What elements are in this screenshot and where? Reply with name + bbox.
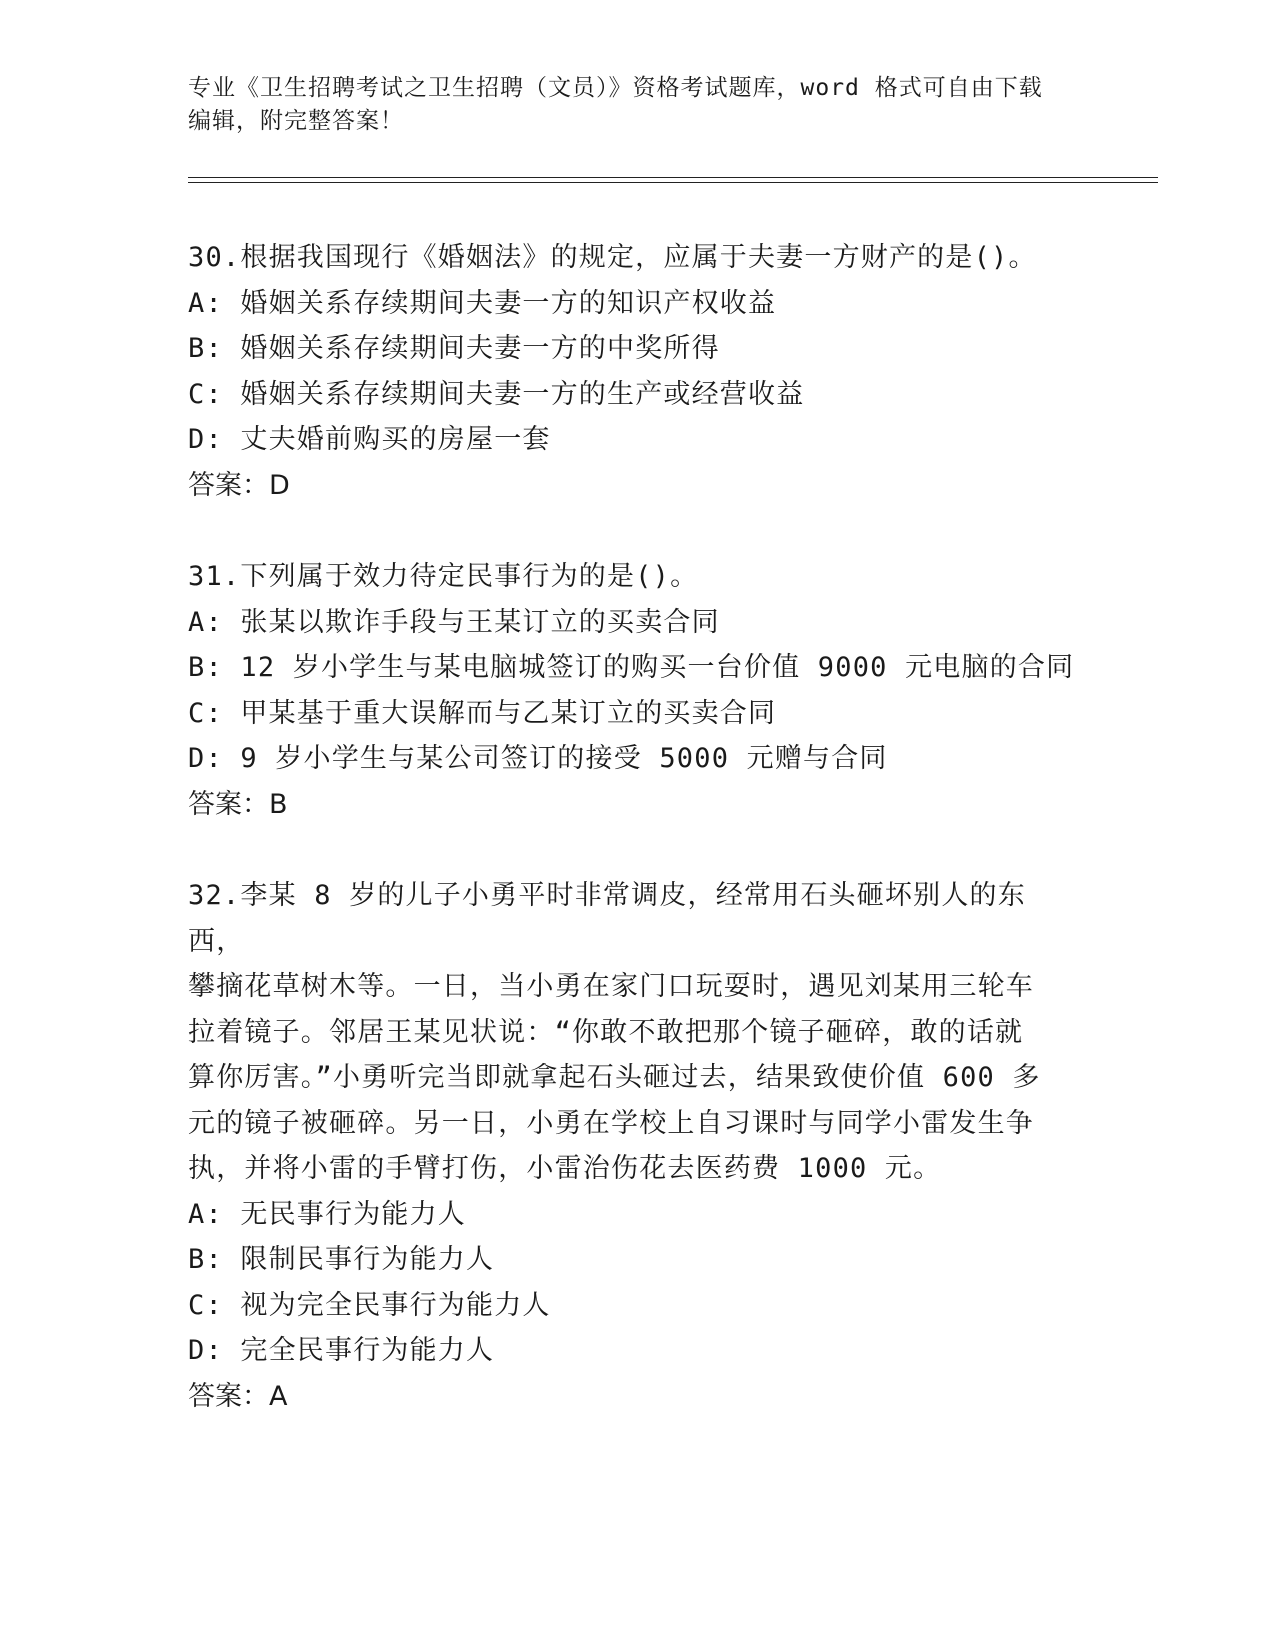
option-text: 12 岁小学生与某电脑城签订的购买一台价值 9000 元电脑的合同 [240, 652, 1075, 683]
option-text: 限制民事行为能力人 [240, 1244, 495, 1275]
header-divider-bottom [188, 182, 1158, 183]
option-key: C: [188, 378, 223, 410]
option-key: B: [188, 1244, 223, 1275]
question-stem: 31.下列属于效力待定民事行为的是()。 [188, 561, 699, 592]
header-line-2: 编辑，附完整答案！ [188, 108, 404, 134]
answer-label: 答案：A [188, 1380, 288, 1412]
option-key: C: [188, 697, 223, 729]
option-text: 甲某基于重大误解而与乙某订立的买卖合同 [240, 697, 777, 729]
question-stem: 30.根据我国现行《婚姻法》的规定，应属于夫妻一方财产的是()。 [188, 242, 1037, 273]
question-stem-line: 拉着镜子。邻居王某见状说：“你敢不敢把那个镜子砸碎，敢的话就 [188, 1016, 1024, 1048]
option-d [188, 417, 1068, 463]
option-text: 9 岁小学生与某公司签订的接受 5000 元赠与合同 [240, 743, 888, 774]
option-c [188, 372, 1068, 418]
option-text: 婚姻关系存续期间夫妻一方的生产或经营收益 [240, 378, 805, 410]
option-key: B: [188, 652, 223, 683]
question-stem-line: 攀摘花草树木等。一日，当小勇在家门口玩耍时，遇见刘某用三轮车 [188, 971, 1034, 1002]
answer-label: 答案：D [188, 469, 290, 501]
question-list [188, 235, 1075, 1465]
option-a [188, 281, 1068, 327]
option-text: 无民事行为能力人 [240, 1198, 466, 1230]
question-stem-line: 元的镜子被砸碎。另一日，小勇在学校上自习课时与同学小雷发生争 [188, 1107, 1034, 1139]
option-d [188, 736, 1068, 782]
header-line-1: 专业《卫生招聘考试之卫生招聘（文员）》资格考试题库，word 格式可自由下载 [188, 75, 1043, 101]
question-stem-line: 算你厉害。”小勇听完当即就拿起石头砸过去，结果致使价值 600 多 [188, 1062, 1041, 1093]
option-b [188, 1237, 1068, 1283]
option-key: A: [188, 606, 223, 638]
question-31 [188, 554, 1075, 827]
question-30 [188, 235, 1068, 508]
question-32 [188, 873, 1068, 1419]
option-key: B: [188, 333, 223, 364]
option-key: A: [188, 287, 223, 319]
option-b [188, 645, 1075, 691]
option-text: 视为完全民事行为能力人 [240, 1289, 551, 1321]
option-c [188, 1283, 1068, 1329]
option-a [188, 1192, 1068, 1238]
option-key: D: [188, 1335, 223, 1366]
option-key: D: [188, 424, 223, 455]
option-key: A: [188, 1198, 223, 1230]
option-text: 婚姻关系存续期间夫妻一方的知识产权收益 [240, 287, 777, 319]
option-text: 张某以欺诈手段与王某订立的买卖合同 [240, 606, 720, 638]
header-divider-top [188, 177, 1158, 178]
question-stem-line: 32.李某 8 岁的儿子小勇平时非常调皮，经常用石头砸坏别人的东西， [188, 880, 1026, 957]
option-b [188, 326, 1068, 372]
document-header [188, 72, 1088, 138]
option-a [188, 600, 1068, 646]
option-text: 完全民事行为能力人 [240, 1335, 495, 1366]
question-stem-line: 执，并将小雷的手臂打伤，小雷治伤花去医药费 1000 元。 [188, 1153, 942, 1184]
option-key: C: [188, 1289, 223, 1321]
answer-label: 答案：B [188, 788, 288, 820]
option-text: 丈夫婚前购买的房屋一套 [240, 424, 551, 455]
option-text: 婚姻关系存续期间夫妻一方的中奖所得 [240, 333, 720, 364]
option-d [188, 1328, 1068, 1374]
option-c [188, 691, 1068, 737]
option-key: D: [188, 743, 223, 774]
